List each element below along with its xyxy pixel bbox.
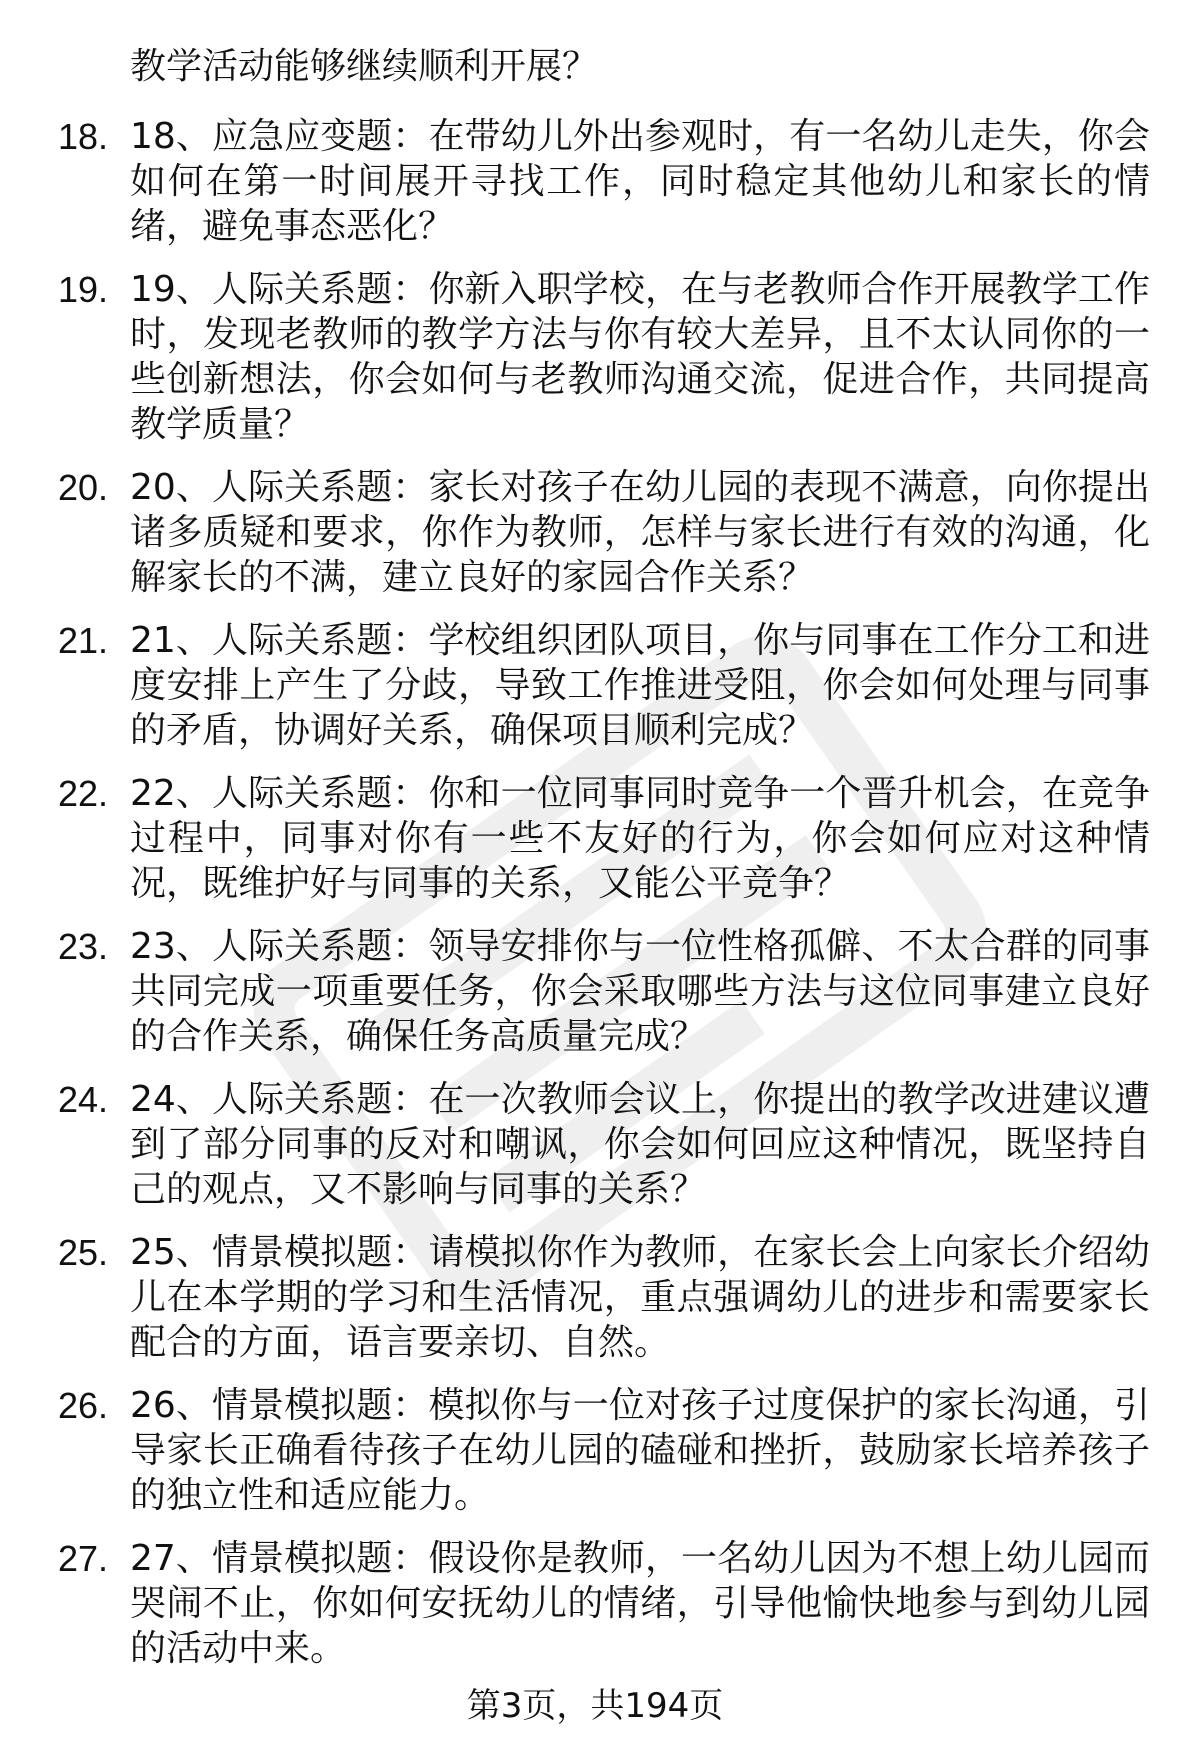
question-number: 26.	[58, 1385, 109, 1426]
page-footer: 第3页，共194页	[466, 1686, 724, 1726]
continuation-text: 教学活动能够继续顺利开展？	[130, 46, 599, 87]
question-number: 20.	[58, 467, 109, 508]
question-text: 27、情景模拟题：假设你是教师，一名幼儿因为不想上幼儿园而哭闹不止，你如何安抚幼儿的情绪，引导他愉快地参与到幼儿园的活动中来。	[130, 1538, 1150, 1669]
list-item	[0, 924, 1190, 1059]
question-number: 23.	[58, 926, 109, 967]
list-item	[0, 1383, 1190, 1518]
question-text: 25、情景模拟题：请模拟你作为教师，在家长会上向家长介绍幼儿在本学期的学习和生活情况，重点强调幼儿的进步和需要家长配合的方面，语言要亲切、自然。	[130, 1232, 1150, 1363]
list-item	[0, 114, 1190, 249]
question-number: 22.	[58, 773, 109, 814]
question-list	[0, 114, 1190, 1689]
question-number: 25.	[58, 1232, 109, 1273]
question-number: 21.	[58, 620, 109, 661]
question-text: 22、人际关系题：你和一位同事同时竞争一个晋升机会，在竞争过程中，同事对你有一些不友好的行为，你会如何应对这种情况，既维护好与同事的关系，又能公平竞争？	[130, 773, 1150, 904]
question-text: 18、应急应变题：在带幼儿外出参观时，有一名幼儿走失，你会如何在第一时间展开寻找工作，同时稳定其他幼儿和家长的情绪，避免事态恶化？	[130, 116, 1150, 247]
question-text: 21、人际关系题：学校组织团队项目，你与同事在工作分工和进度安排上产生了分歧，导致工作推进受阻，你会如何处理与同事的矛盾，协调好关系，确保项目顺利完成？	[130, 620, 1150, 751]
question-text: 23、人际关系题：领导安排你与一位性格孤僻、不太合群的同事共同完成一项重要任务，你会采取哪些方法与这位同事建立良好的合作关系，确保任务高质量完成？	[130, 926, 1150, 1057]
question-number: 27.	[58, 1538, 109, 1579]
question-number: 19.	[58, 269, 109, 310]
question-number: 24.	[58, 1079, 109, 1120]
question-text: 24、人际关系题：在一次教师会议上，你提出的教学改进建议遭到了部分同事的反对和嘲讽，你会如何回应这种情况，既坚持自己的观点，又不影响与同事的关系？	[130, 1079, 1150, 1210]
list-item	[0, 771, 1190, 906]
list-item	[0, 618, 1190, 753]
question-text: 26、情景模拟题：模拟你与一位对孩子过度保护的家长沟通，引导家长正确看待孩子在幼儿园的磕碰和挫折，鼓励家长培养孩子的独立性和适应能力。	[130, 1385, 1150, 1516]
question-text: 19、人际关系题：你新入职学校，在与老教师合作开展教学工作时，发现老教师的教学方法与你有较大差异，且不太认同你的一些创新想法，你会如何与老教师沟通交流，促进合作，共同提高教学质量？	[130, 269, 1150, 445]
list-item	[0, 267, 1190, 447]
list-item	[0, 1077, 1190, 1212]
list-item	[0, 1536, 1190, 1671]
question-number: 18.	[58, 116, 109, 157]
list-item	[0, 465, 1190, 600]
list-item	[0, 1230, 1190, 1365]
question-text: 20、人际关系题：家长对孩子在幼儿园的表现不满意，向你提出诸多质疑和要求，你作为教师，怎样与家长进行有效的沟通，化解家长的不满，建立良好的家园合作关系？	[130, 467, 1150, 598]
